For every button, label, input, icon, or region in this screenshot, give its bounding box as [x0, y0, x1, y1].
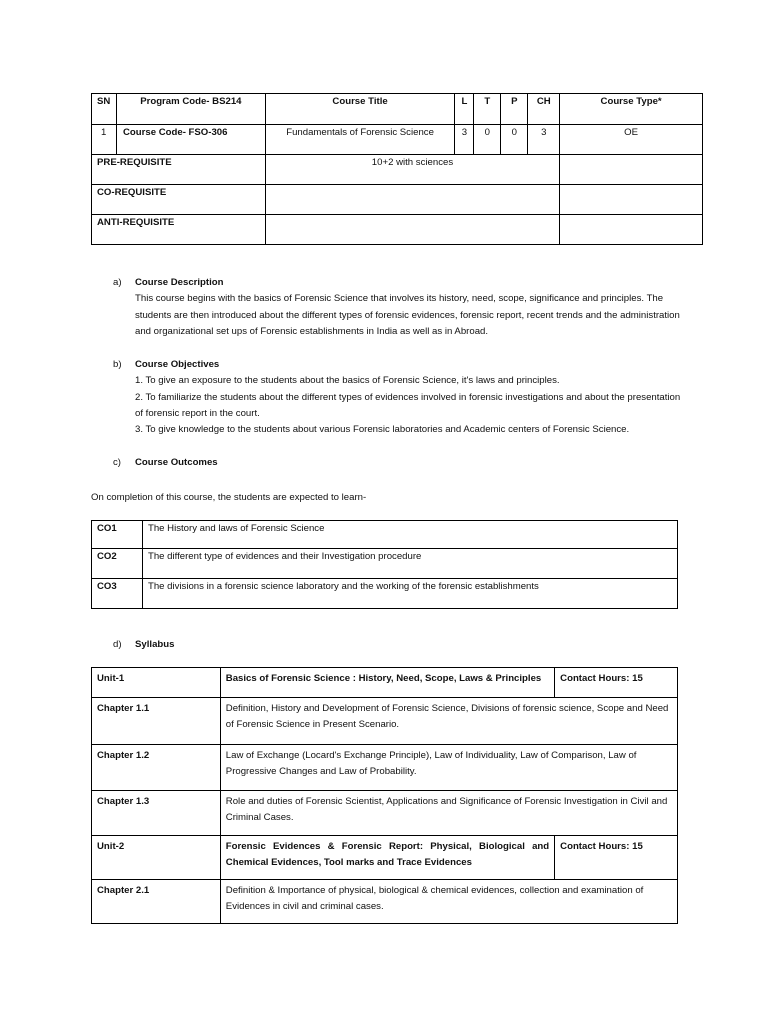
l-header: L — [455, 94, 474, 125]
t-value: 0 — [474, 125, 501, 155]
unit-title: Basics of Forensic Science : History, Need, Scope, Laws & Principles — [220, 668, 554, 698]
section-b-marker: b) — [113, 359, 122, 370]
program-code: Program Code- BS214 — [116, 94, 265, 125]
unit-label: Unit-2 — [92, 836, 221, 880]
corequisite-value — [265, 185, 560, 215]
course-type-header: Course Type* — [560, 94, 703, 125]
outcome-code: CO3 — [92, 579, 143, 609]
prerequisite-extra — [560, 155, 703, 185]
unit-label: Unit-1 — [92, 668, 221, 698]
chapter-label: Chapter 1.2 — [92, 745, 221, 791]
sn-header: SN — [92, 94, 117, 125]
course-outcomes-title: Course Outcomes — [135, 457, 218, 468]
course-header-table — [91, 93, 703, 245]
corequisite-extra — [560, 185, 703, 215]
table-row — [92, 836, 678, 880]
outcome-code: CO1 — [92, 521, 143, 549]
chapter-label: Chapter 1.1 — [92, 698, 221, 745]
prerequisite-value: 10+2 with sciences — [265, 155, 560, 185]
outcome-text: The different type of evidences and their Investigation procedure — [142, 549, 677, 579]
course-code: Course Code- FSO-306 — [116, 125, 265, 155]
syllabus-table — [91, 667, 678, 924]
course-description-title: Course Description — [135, 277, 224, 288]
corequisite-label: CO-REQUISITE — [92, 185, 266, 215]
chapter-label: Chapter 1.3 — [92, 791, 221, 836]
table-row — [92, 745, 678, 791]
table-row — [92, 668, 678, 698]
course-objectives-section — [113, 357, 683, 438]
chapter-text: Definition & Importance of physical, biological & chemical evidences, collection and examination of Evidences in civil and criminal cases. — [220, 880, 677, 924]
table-row — [92, 579, 678, 609]
antirequisite-value — [265, 215, 560, 245]
syllabus-section — [113, 637, 683, 653]
outcome-code: CO2 — [92, 549, 143, 579]
table-row — [92, 880, 678, 924]
outcome-intro: On completion of this course, the students are expected to learn- — [91, 492, 367, 503]
outcomes-table — [91, 520, 678, 609]
section-a-marker: a) — [113, 277, 122, 288]
syllabus-title: Syllabus — [135, 639, 175, 650]
objective-item: 3. To give knowledge to the students about various Forensic laboratories and Academic centers of Forensic Science. — [135, 424, 630, 436]
course-outcomes-section — [113, 455, 683, 471]
contact-hours: Contact Hours: 15 — [555, 836, 678, 880]
table-row — [92, 791, 678, 836]
table-row — [92, 521, 678, 549]
prerequisite-label: PRE-REQUISITE — [92, 155, 266, 185]
outcome-text: The divisions in a forensic science laboratory and the working of the forensic establishments — [142, 579, 677, 609]
antirequisite-label: ANTI-REQUISITE — [92, 215, 266, 245]
course-description-section — [113, 275, 683, 340]
ch-value: 3 — [528, 125, 560, 155]
p-value: 0 — [501, 125, 528, 155]
ch-header: CH — [528, 94, 560, 125]
course-title: Fundamentals of Forensic Science — [265, 125, 455, 155]
section-d-marker: d) — [113, 639, 122, 650]
l-value: 3 — [455, 125, 474, 155]
outcome-text: The History and laws of Forensic Science — [142, 521, 677, 549]
course-type-value: OE — [560, 125, 703, 155]
chapter-text: Definition, History and Development of Forensic Science, Divisions of forensic science, Scope and Need of Forensic Science in Present Scenario. — [220, 698, 677, 745]
sn-value: 1 — [92, 125, 117, 155]
objective-item: 2. To familiarize the students about the different types of evidences involved in forensic investigations and about the presentation of forensic report in the court. — [135, 391, 681, 419]
table-row — [92, 698, 678, 745]
chapter-label: Chapter 2.1 — [92, 880, 221, 924]
objective-item: 1. To give an exposure to the students about the basics of Forensic Science, it's laws and principles. — [135, 375, 560, 387]
course-objectives-title: Course Objectives — [135, 359, 220, 370]
section-c-marker: c) — [113, 457, 121, 468]
p-header: P — [501, 94, 528, 125]
contact-hours: Contact Hours: 15 — [555, 668, 678, 698]
course-description-text: This course begins with the basics of Forensic Science that involves its history, need, scope, significance and principles. The students are then introduced about the different types of forensic evidences, forensic report, recent trends and the administration and organizational set ups of Forensic establishments in India as well as in Abroad. — [135, 293, 680, 337]
chapter-text: Role and duties of Forensic Scientist, Applications and Significance of Forensic Investigation in Civil and Criminal Cases. — [220, 791, 677, 836]
unit-title: Forensic Evidences & Forensic Report: Physical, Biological and Chemical Evidences, Tool marks and Trace Evidences — [220, 836, 554, 880]
chapter-text: Law of Exchange (Locard's Exchange Principle), Law of Individuality, Law of Comparison, Law of Progressive Changes and Law of Probability. — [220, 745, 677, 791]
table-row — [92, 549, 678, 579]
antirequisite-extra — [560, 215, 703, 245]
t-header: T — [474, 94, 501, 125]
course-title-header: Course Title — [265, 94, 455, 125]
